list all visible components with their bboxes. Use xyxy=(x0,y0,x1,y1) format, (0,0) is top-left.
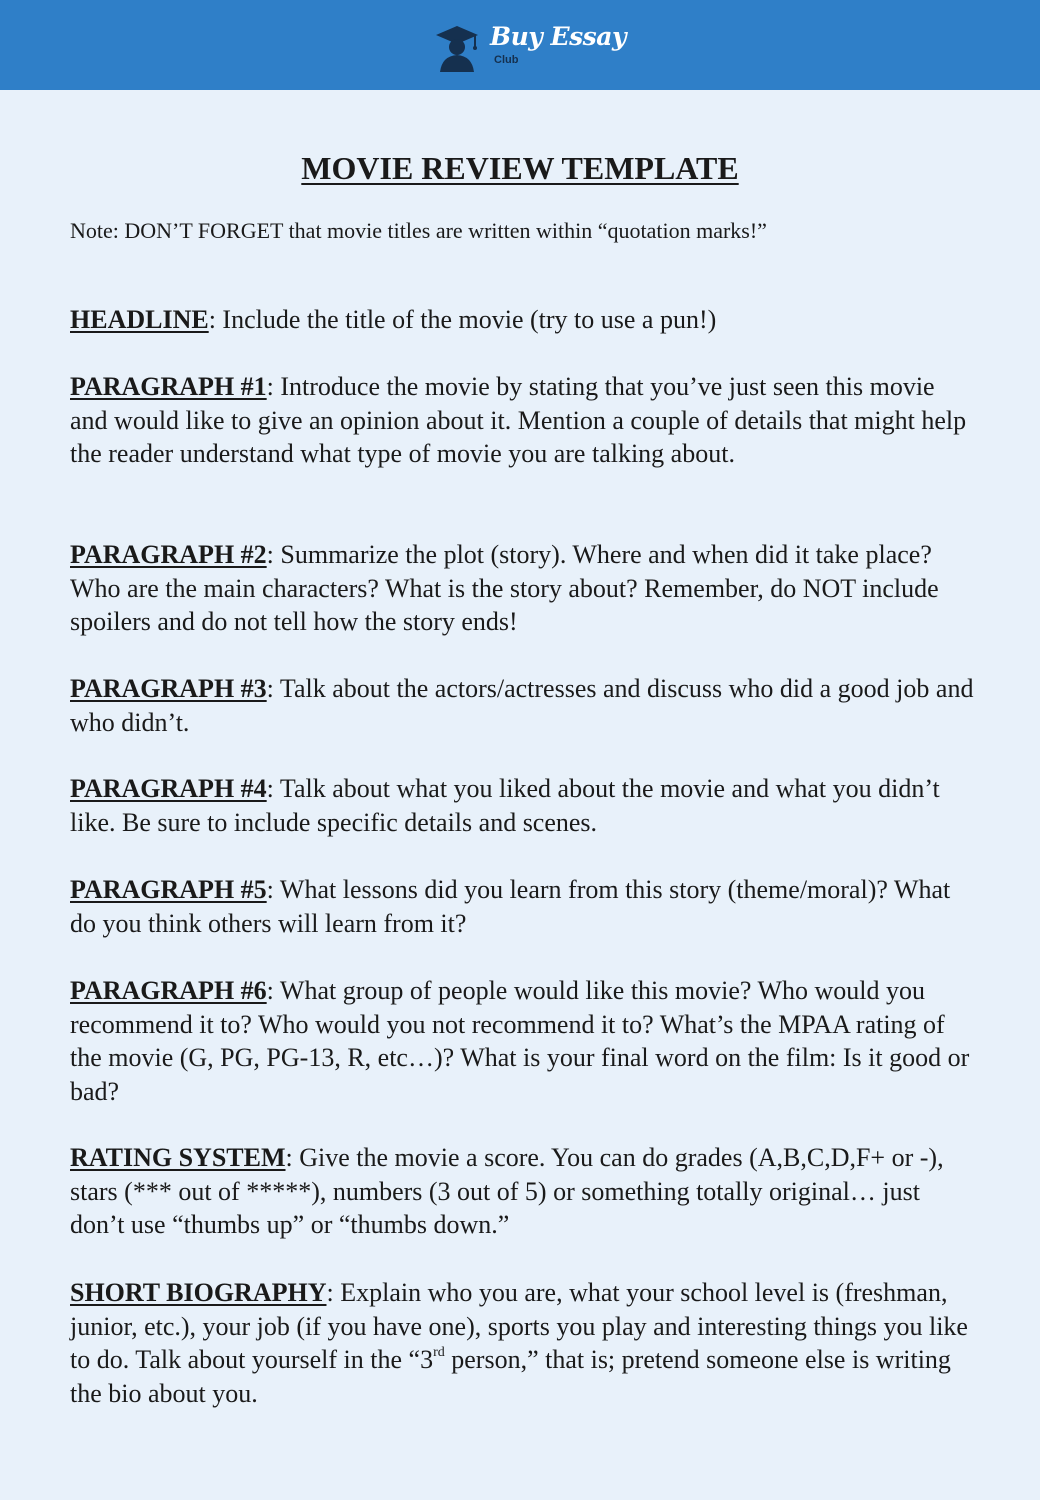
section-paragraph-4 xyxy=(70,772,975,839)
section-headline xyxy=(70,303,975,337)
section-paragraph-3 xyxy=(70,672,975,739)
section-label: PARAGRAPH #6 xyxy=(70,976,267,1005)
section-label: HEADLINE xyxy=(70,305,209,334)
header-bar xyxy=(0,0,1040,90)
section-label: RATING SYSTEM xyxy=(70,1143,286,1172)
section-text: : Include the title of the movie (try to use a pun!) xyxy=(208,305,717,334)
section-text: : Give the movie a score. You can do grades (A,B,C,D,F+ or -), stars (*** out of *****), numbers (3 out of 5) or something totally original… just don’t use “thumbs up” or “thumbs down.” xyxy=(70,1143,944,1240)
page-title-text: MOVIE REVIEW TEMPLATE xyxy=(301,150,739,186)
section-label: PARAGRAPH #5 xyxy=(70,875,267,904)
brand-sub: Club xyxy=(494,54,519,66)
section-text: : What lessons did you learn from this story (theme/moral)? What do you think others will learn from it? xyxy=(70,875,951,938)
section-short-biography xyxy=(70,1276,975,1410)
section-paragraph-6 xyxy=(70,974,975,1108)
graduate-icon xyxy=(434,24,480,72)
section-text: : Talk about what you liked about the movie and what you didn’t like. Be sure to include specific details and scenes. xyxy=(70,774,940,837)
section-rating-system xyxy=(70,1141,975,1242)
brand-logo[interactable] xyxy=(434,22,626,74)
section-text: : Introduce the movie by stating that you’ve just seen this movie and would like to give an opinion about it. Mention a couple of details that might help the reader understand what type of movie you are talking about. xyxy=(70,372,967,469)
section-label: PARAGRAPH #3 xyxy=(70,674,267,703)
section-paragraph-5 xyxy=(70,873,975,940)
section-text: : Talk about the actors/actresses and discuss who did a good job and who didn’t. xyxy=(70,674,974,737)
section-label: SHORT BIOGRAPHY xyxy=(70,1278,327,1307)
section-text: : Explain who you are, what your school level is (freshman, junior, etc.), your job (if you have one), sports you play and interesting things you like to do. Talk about yourself in the “3 xyxy=(70,1278,968,1375)
brand-name: Buy Essay xyxy=(490,22,626,51)
note-text: Note: DON’T FORGET that movie titles are written within “quotation marks!” xyxy=(70,218,767,243)
section-label: PARAGRAPH #2 xyxy=(70,540,267,569)
section-text-after: person,” that is; pretend someone else is writing the bio about you. xyxy=(70,1345,951,1408)
section-paragraph-1 xyxy=(70,370,975,471)
section-text: : Summarize the plot (story). Where and when did it take place? Who are the main characters? What is the story about? Remember, do NOT include spoilers and do not tell how the story ends! xyxy=(70,540,939,637)
section-text: : What group of people would like this movie? Who would you recommend it to? Who would you not recommend it to? What’s the MPAA rating of the movie (G, PG, PG-13, R, etc…)? What is your final word on the film: Is it good or bad? xyxy=(70,976,970,1106)
page-title xyxy=(0,150,1040,187)
section-label: PARAGRAPH #1 xyxy=(70,372,267,401)
ordinal-superscript: rd xyxy=(433,1345,445,1361)
section-label: PARAGRAPH #4 xyxy=(70,774,267,803)
section-paragraph-2 xyxy=(70,538,975,639)
